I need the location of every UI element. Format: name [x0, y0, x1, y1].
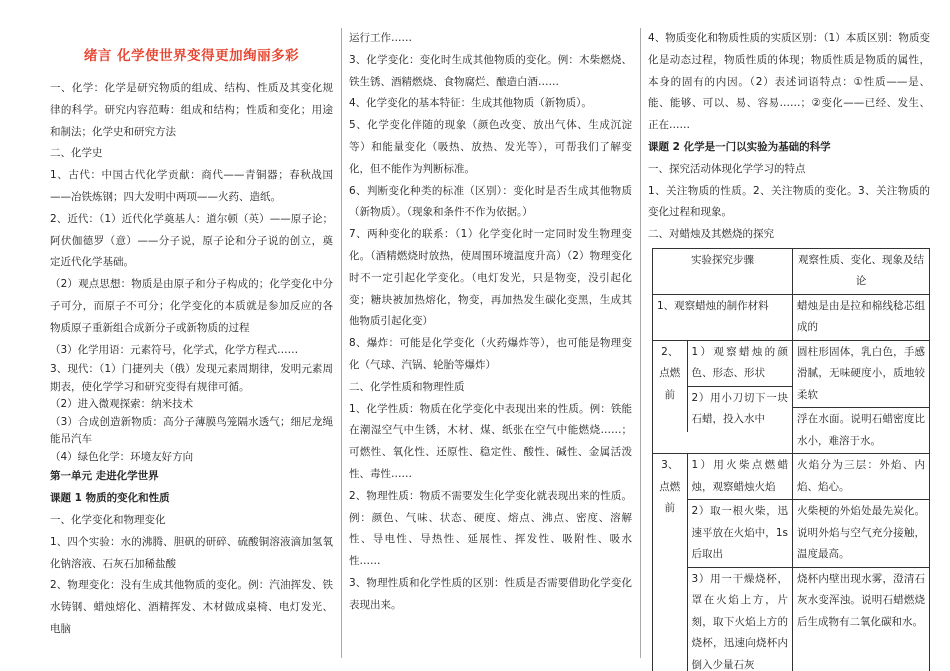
nested-result-table	[793, 341, 929, 454]
paragraph: 2、物理性质：物质不需要发生化学变化就表现出来的性质。例：颜色、气味、状态、硬度、熔点、沸点、密度、溶解性、导电性、导热性、延展性、挥发性、吸附性、吸水性……	[349, 489, 632, 568]
section-heading: 二、化学性质和物理性质	[349, 380, 465, 393]
table-cell: 1）观察蜡烛的颜色、形态、形状	[687, 341, 792, 387]
table-cell: 圆柱形固体，乳白色，手感滑腻，无味硬度小，质地较柔软	[793, 341, 929, 408]
table-row	[653, 340, 930, 454]
paragraph: 1、古代：中国古代化学贡献：商代——青铜器；春秋战国——冶铁炼钢；四大发明中两项——火药、造纸。	[50, 169, 333, 203]
candle-experiment-table	[652, 248, 930, 671]
table-header-row	[653, 248, 930, 294]
table-cell: 2）取一根火柴，迅速平放在火焰中，1s后取出	[687, 500, 792, 568]
table-cell	[653, 340, 793, 454]
paragraph: 1、关注物质的性质。2、关注物质的变化。3、关注物质的变化过程和现象。	[648, 184, 930, 219]
table-header-cell: 观察性质、变化、现象及结论	[793, 248, 930, 294]
table-group-label: 3、点燃前	[653, 454, 687, 671]
table-header-cell: 实验探究步骤	[653, 248, 793, 294]
lesson-heading: 课题 1 物质的变化和性质	[50, 492, 170, 505]
table-cell: 浮在水面。说明石蜡密度比水小，难溶于水。	[793, 408, 929, 454]
section-heading: 二、对蜡烛及其燃烧的探究	[648, 228, 774, 241]
lesson-heading: 课题 2 化学是一门以实验为基础的科学	[648, 140, 831, 153]
table-cell: 烧杯内壁出现水雾，澄清石灰水变浑浊。说明石蜡燃烧后生成物有二氧化碳和水。	[793, 567, 929, 634]
paragraph: 4、化学变化的基本特征：生成其他物质（新物质）。	[349, 97, 592, 110]
table-cell	[793, 340, 930, 454]
table-cell: 3）用一干燥烧杯，罩在火焰上方，片刻，取下火焰上方的烧杯，迅速向烧杯内倒入少量石灰	[687, 567, 792, 671]
unit-heading: 第一单元 走进化学世界	[50, 470, 159, 483]
paragraph: 7、两种变化的联系：（1）化学变化时一定同时发生物理变化。（酒精燃烧时放热，使周围环境温度升高）（2）物理变化时不一定引起化学变化。（电灯发光，只是物变，没引起化变；糖块被加热熔化，物变，再加热发生碳化变黑，生成其他物质引起化变）	[349, 228, 632, 328]
paragraph: （3）化学用语：元素符号，化学式，化学方程式……	[50, 343, 299, 356]
paragraph: 1、四个实验：水的沸腾、胆矾的研碎、硫酸铜溶液滴加氢氧化钠溶液、石灰石加稀盐酸	[50, 535, 333, 570]
table-group-label: 2、点燃前	[653, 341, 687, 432]
paragraph: 8、爆炸：可能是化学变化（火药爆炸等），也可能是物理变化（气球、汽锅、轮胎等爆炸）	[349, 337, 632, 371]
table-row	[653, 294, 930, 340]
column-1	[50, 28, 333, 641]
paragraph: 运行工作……	[349, 32, 412, 44]
table-cell: 1）用火柴点燃蜡烛，观察蜡烛火焰	[687, 454, 792, 500]
paragraph: 3、化学变化：变化时生成其他物质的变化。例：木柴燃烧、铁生锈、酒精燃烧、食物腐烂、酿造白酒……	[349, 53, 632, 88]
paragraph: 3、现代：（1）门捷列夫（俄）发现元素周期律，发明元素周期表，使化学学习和研究变得有规律可循。	[50, 363, 333, 393]
paragraph: 4、物质变化和物质性质的实质区别：（1）本质区别：物质变化是动态过程，物质性质的体现；物质性质是物质的属性，本身的固有的内因。（2）表述词语特点：①性质——是、能、能够、可以、易、容易……；②变化——已经、发生、正在……	[648, 32, 930, 132]
column-2	[349, 28, 632, 617]
paragraph: 一、化学：化学是研究物质的组成、结构、性质及其变化规律的科学。研究内容范畴：组成和结构；性质和变化；用途和制法；化学史和研究方法	[50, 82, 333, 138]
table-cell	[793, 454, 930, 671]
column-3	[648, 28, 930, 671]
nested-step-table	[653, 341, 792, 432]
paragraph: 5、化学变化伴随的现象（颜色改变、放出气体、生成沉淀等）和能量变化（吸热、放热、发光等），可帮我们了解变化，但不能作为判断标准。	[349, 119, 632, 175]
nested-result-table	[793, 454, 929, 634]
table-cell: 蜡烛是由是拉和棉线稔芯组成的	[793, 294, 930, 340]
paragraph: （4）绿色化学：环境友好方向	[50, 450, 194, 463]
paragraph: 6、判断变化种类的标准（区别）：变化时是否生成其他物质（新物质）。（现象和条件不作为依据。）	[349, 184, 632, 219]
section-heading: 一、化学变化和物理变化	[50, 513, 166, 526]
paragraph: （2）进入微观探索：纳米技术	[50, 398, 194, 411]
paragraph: 1、化学性质：物质在化学变化中表现出来的性质。例：铁能在潮湿空气中生锈，木材、煤、纸张在空气中能燃烧……；可燃性、氧化性、还原性、稳定性、酸性、碱性、金属活泼性、毒性……	[349, 402, 632, 480]
table-row	[653, 454, 930, 671]
table-cell	[653, 454, 793, 671]
section-heading: 一、探究活动体现化学学习的特点	[648, 162, 806, 175]
table-cell: 火柴梗的外焰处最先炭化。说明外焰与空气充分接触，温度最高。	[793, 500, 929, 568]
paragraph: （2）观点思想：物质是由原子和分子构成的；化学变化中分子可分，而原子不可分；化学变化的本质就是参加反应的各物质原子重新组合成新分子或新物质的过程	[50, 278, 333, 334]
paragraph: 2、物理变化：没有生成其他物质的变化。例：汽油挥发、铁水铸钢、蜡烛熔化、酒精挥发、木材做成桌椅、电灯发光、电脑	[50, 579, 333, 635]
table-cell: 1、观察蜡烛的制作材料	[653, 294, 793, 340]
paragraph: 3、物理性质和化学性质的区别：性质是否需要借助化学变化表现出来。	[349, 576, 632, 611]
paragraph: 2、近代：（1）近代化学奠基人：道尔顿（英）——原子论；阿伏伽德罗（意）——分子说，原子论和分子说的创立，奠定近代化学基础。	[50, 212, 333, 269]
column-divider	[341, 28, 342, 658]
section-heading: 二、化学史	[50, 147, 103, 160]
column-divider	[640, 28, 641, 658]
doc-title: 绪言 化学使世界变得更加绚丽多彩	[83, 48, 300, 64]
nested-step-table	[653, 454, 792, 671]
table-cell: 2）用小刀切下一块石蜡，投入水中	[687, 386, 792, 432]
table-cell: 火焰分为三层：外焰、内焰、焰心。	[793, 454, 929, 500]
paragraph: （3）合成创造新物质：高分子薄膜鸟笼隔水透气；细尼龙绳能吊汽车	[50, 415, 333, 446]
